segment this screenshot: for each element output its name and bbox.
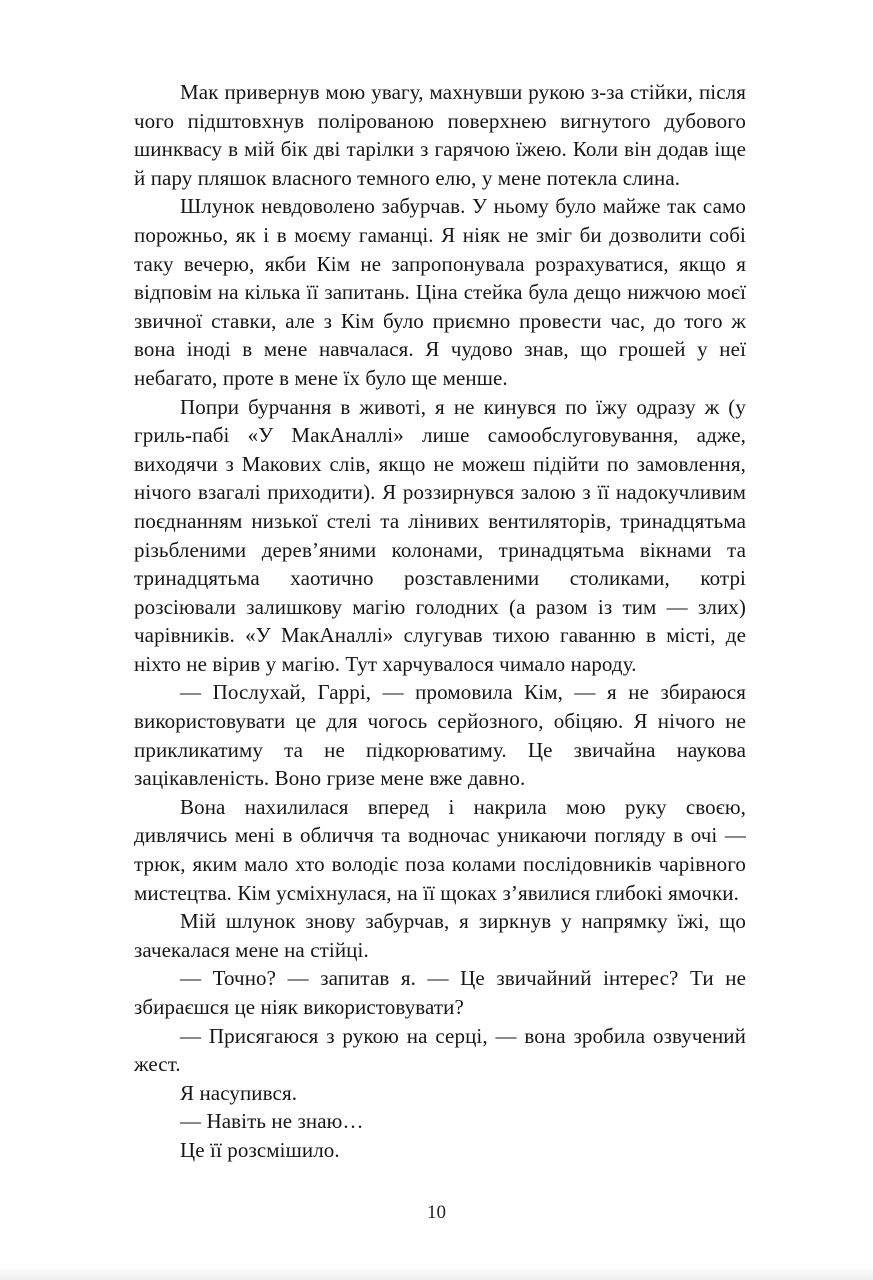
paragraph: — Присягаюся з рукою на серці, — вона зробила озвучений жест. <box>134 1023 746 1077</box>
page-number: 10 <box>427 1202 446 1223</box>
paragraph: Це її розсмішило. <box>180 1137 340 1162</box>
paragraph: Мак привернув мою увагу, махнувши рукою з-за стійки, після чого підштовхнув полірованою поверхнею вигнутого дубового шинквасу в мій бік дві тарілки з гарячою їжею. Коли він додав іще й пару пляшок власного темного елю, у мене потекла слина. <box>134 80 746 190</box>
paragraph: — Послухай, Гаррі, — промовила Кім, — я не збираюся використовувати це для чогось серйозного, обіцяю. Я нічого не прикликатиму та не підкорюватиму. Це звичайна наукова зацікавленість. Воно гризе мене вже давно. <box>134 680 746 791</box>
paragraph: — Точно? — запитав я. — Це звичайний інтерес? Ти не збираєшся це ніяк використовувати? <box>134 966 746 1019</box>
text-block <box>134 78 746 1165</box>
paragraph: Вона нахилилася вперед і накрила мою руку своєю, дивлячись мені в обличчя та водночас уникаючи погляду в очі — трюк, яким мало хто володіє поза колами послідовників чарівного мистецтва. Кім усміхнулася, на її щоках з’явилися глибокі ямочки. <box>134 794 746 905</box>
paragraph: Попри бурчання в животі, я не кинувся по їжу одразу ж (у гриль-пабі «У МакАналлі» лише самообслуговування, адже, виходячи з Макових слів, якщо не можеш підійти по замовлення, нічого взагалі приходити). Я роззирнувся залою з її надокучливим поєднанням низької стелі та лінивих вентиляторів, тринадцятьма різьбленими дерев’яними колонами, тринадцятьма вікнами та тринадцятьма хаотично розставленими столиками, котрі розсіювали залишкову магію голодних (а разом із тим — злих) чарівників. «У МакАналлі» слугував тихою гаванню в місті, де ніхто не вірив у магію. Тут харчувалося чимало народу. <box>134 394 746 676</box>
paragraph: — Навіть не знаю… <box>180 1109 364 1134</box>
paragraph: Я насупився. <box>180 1080 298 1105</box>
paragraph: Мій шлунок знову забурчав, я зиркнув у напрямку їжі, що зачекалася мене на стійці. <box>134 909 746 962</box>
paragraph: Шлунок невдоволено забурчав. У ньому було майже так само порожньо, як і в моєму гаманці. Я ніяк не зміг би дозволити собі таку вечерю, якби Кім не запропонувала розрахуватися, якщо я відповім на кілька її запитань. Ціна стейка була дещо нижчою моєї звичної ставки, але з Кім було приємно провести час, до того ж вона іноді в мене навчалася. Я чудово знав, що грошей у неї небагато, проте в мене їх було ще менше. <box>134 194 746 390</box>
